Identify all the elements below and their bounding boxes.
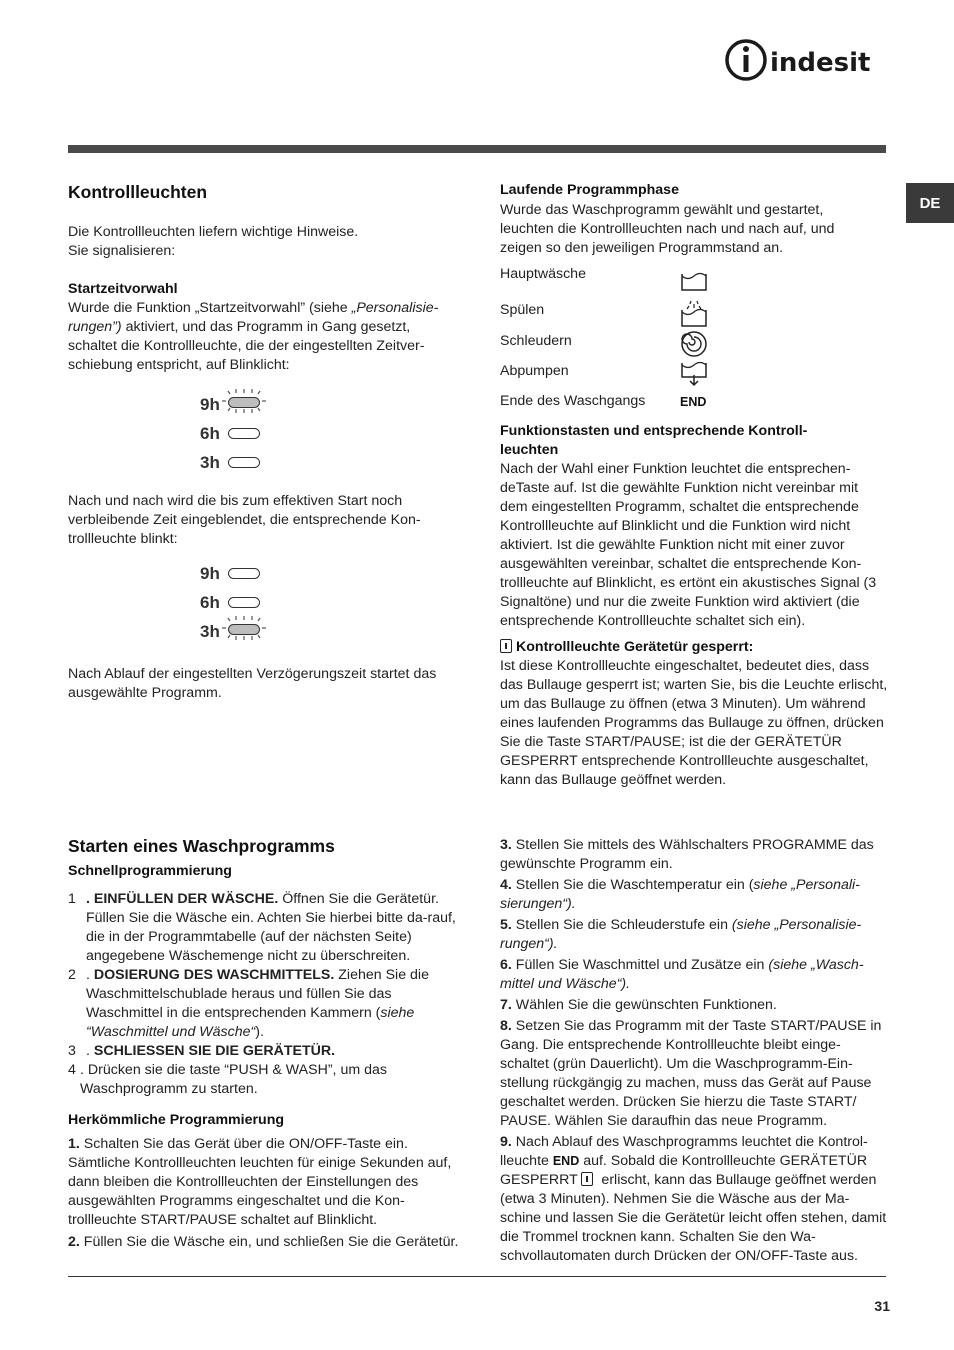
delay-leds-group-2 xyxy=(200,559,260,646)
intro-line-2: Sie signalisieren: xyxy=(68,243,176,259)
step-number: 2 xyxy=(68,967,76,983)
delay-label-9h: 9h xyxy=(200,395,220,414)
conv-steps-continued xyxy=(500,836,888,1266)
phase-label-schleudern: Schleudern xyxy=(500,333,572,349)
phase-label-abpumpen: Abpumpen xyxy=(500,363,569,379)
delay-label-3h: 3h xyxy=(200,622,220,641)
delay-led-3h xyxy=(228,457,260,468)
conv-step-8: 8. Setzen Sie das Programm mit der Taste START/PAUSE in Gang. Die entsprechende Kontrollleuchte bleibt einge-schaltet (grün Dauerlicht). Um die Waschprogramm-Ein-stellung rückgängig zu machen, muss das Gerät auf Pause geschaltet werden. Drücken Sie hierzu die Taste START/ PAUSE. Wählen Sie daraufhin das neue Programm. xyxy=(500,1018,882,1129)
language-tab: DE xyxy=(906,183,954,223)
conv-step-5: 5. Stellen Sie die Schleuderstufe ein (siehe „Personalisie-rungen“). xyxy=(500,917,862,952)
delay-row-9h xyxy=(200,559,260,588)
quick-step-4 xyxy=(68,1061,460,1099)
door-lock-icon xyxy=(500,639,512,653)
function-keys-heading: Funktionstasten und entsprechende Kontroll-leuchten xyxy=(500,423,808,458)
conv-step-3: 3. Stellen Sie mittels des Wählschalters PROGRAMME das gewünschte Programm ein. xyxy=(500,837,874,872)
delay-led-6h xyxy=(228,428,260,439)
delay-end-paragraph: Nach Ablauf der eingestellten Verzögerungszeit startet das ausgewählte Programm. xyxy=(68,666,437,701)
phase-label-spuelen: Spülen xyxy=(500,302,545,318)
blink-rays-icon xyxy=(222,389,266,413)
delay-row-3h xyxy=(200,448,260,477)
blink-rays-icon xyxy=(222,616,266,640)
phase-paragraph: Wurde das Waschprogramm gewählt und gestartet, leuchten die Kontrollleuchten nach und nach auf, und zeigen so den jeweiligen Programmstand an. xyxy=(500,202,835,256)
phase-heading: Laufende Programmphase xyxy=(500,182,679,198)
delay-label-6h: 6h xyxy=(200,424,220,443)
section-title-kontrollleuchten: Kontrollleuchten xyxy=(68,182,208,202)
page-number: 31 xyxy=(874,1298,890,1314)
brand-name: indesit xyxy=(770,48,871,78)
delay-row-6h xyxy=(200,419,260,448)
conv-step-1: 1. Schalten Sie das Gerät über die ON/OFF-Taste ein. Sämtliche Kontrollleuchten leuchten für einige Sekunden auf, dann bleiben die Kontrollleuchten der Einstellungen des ausgewählten Programms eingeschaltet und die Kon-trollleuchte START/PAUSE schaltet auf Blinklicht. xyxy=(68,1136,452,1228)
header-rule xyxy=(68,145,886,153)
delay-leds-group-1 xyxy=(200,390,260,477)
end-indicator-label: END xyxy=(680,395,707,409)
function-keys-paragraph: Nach der Wahl einer Funktion leuchtet die entsprechen-deTaste auf. Ist die gewählte Funktion nicht vereinbar mit dem eingestellten Programm, schaltet die entsprechende Kontrollleuchte auf Blinklicht und die Funktion wird nicht aktiviert. Ist die gewählte Funktion nicht mit einer zuvor ausgewählten vereinbar, schaltet die entsprechende Kon-trollleuchte auf Blinklicht, es ertönt ein akustisches Signal (3 Signaltöne) und nur die zweite Funktion wird aktiviert (die entsprechende Kontrollleuchte schaltet sich ein). xyxy=(500,461,877,629)
door-lock-heading: Kontrollleuchte Gerätetür gesperrt: xyxy=(500,638,888,657)
delay-led-6h xyxy=(228,597,260,608)
drain-icon xyxy=(680,361,710,387)
step-number: 1 xyxy=(68,891,76,907)
quick-step-2 xyxy=(68,966,460,1042)
delay-row-3h xyxy=(200,617,260,646)
step-number: 4 xyxy=(68,1062,76,1078)
conventional-programming-heading: Herkömmliche Programmierung xyxy=(68,1112,285,1128)
delay-label-9h: 9h xyxy=(200,564,220,583)
section-title-starten: Starten eines Waschprogramms xyxy=(68,836,335,856)
quick-step-3 xyxy=(68,1042,460,1061)
intro-line-1: Die Kontrollleuchten liefern wichtige Hinweise. xyxy=(68,224,359,240)
conv-step-9: 9. Nach Ablauf des Waschprogramms leuchtet die Kontrol-lleuchte END auf. Sobald die Kontrollleuchte GERÄTETÜR GESPERRT erlischt, kann das Bullauge geöffnet werden (etwa 3 Minuten). Nehmen Sie die Wäsche aus der Ma-schine und lassen Sie die Gerätetür leicht offen stehen, damit die Trommel trocknen kann. Schalten Sie den Wa-schvollautomaten durch Drücken der ON/OFF-Taste aus. xyxy=(500,1134,887,1264)
footer-rule xyxy=(68,1276,886,1277)
quick-programming-heading: Schnellprogrammierung xyxy=(68,863,232,879)
door-lock-icon xyxy=(581,1172,593,1186)
step-text: . DOSIERUNG DES WASCHMITTELS. Ziehen Sie die Waschmittelschublade heraus und füllen Sie das Waschmittel in die entsprechenden Kammern (siehe “Waschmittel und Wäsche“). xyxy=(86,967,429,1040)
phase-label-ende: Ende des Waschgangs xyxy=(500,393,646,409)
main-wash-icon xyxy=(680,270,710,292)
delay-led-9h xyxy=(228,568,260,579)
delay-row-9h xyxy=(200,390,260,419)
rinse-icon xyxy=(680,298,710,328)
delay-label-6h: 6h xyxy=(200,593,220,612)
step-number: 3 xyxy=(68,1043,76,1059)
conv-step-4: 4. Stellen Sie die Waschtemperatur ein (siehe „Personali-sierungen“). xyxy=(500,877,860,912)
step-text: . SCHLIESSEN SIE DIE GERÄTETÜR. xyxy=(86,1043,336,1059)
quick-step-1 xyxy=(68,890,460,966)
step-text: . EINFÜLLEN DER WÄSCHE. Öffnen Sie die Gerätetür. Füllen Sie die Wäsche ein. Achten Sie hierbei bitte da-rauf, die in der Programmtabelle (auf der nächsten Seite) angegebene Wäschemenge nicht zu überschreiten. xyxy=(86,891,456,964)
conv-step-2: 2. Füllen Sie die Wäsche ein, und schließen Sie die Gerätetür. xyxy=(68,1234,459,1250)
door-lock-paragraph: Ist diese Kontrollleuchte eingeschaltet, bedeutet dies, dass das Bullauge gesperrt ist; warten Sie, bis die Leuchte erlischt, um das Bullauge zu öffnen (etwa 3 Minuten). Um während eines laufenden Programms das Bullauge zu öffnen, drücken Sie die Taste START/PAUSE; ist die der GERÄTETÜR GESPERRT entsprechende Kontrollleuchte ausgeschaltet, kann das Bullauge geöffnet werden. xyxy=(500,658,888,788)
countdown-paragraph: Nach und nach wird die bis zum effektiven Start noch verbleibende Zeit eingeblendet, die entsprechende Kon-trollleuchte blinkt: xyxy=(68,493,421,547)
conv-step-6: 6. Füllen Sie Waschmittel und Zusätze ein (siehe „Wasch-mittel und Wäsche“). xyxy=(500,957,864,992)
startzeit-heading: Startzeitvorwahl xyxy=(68,281,178,297)
delay-row-6h xyxy=(200,588,260,617)
step-text: . Drücken sie die taste “PUSH & WASH”, um das Waschprogramm zu starten. xyxy=(80,1062,387,1097)
quick-steps-list xyxy=(68,890,460,1099)
spin-icon xyxy=(680,331,710,357)
phase-label-hauptwaesche: Hauptwäsche xyxy=(500,266,586,282)
indesit-logo xyxy=(724,38,888,82)
startzeit-paragraph: Wurde die Funktion „Startzeitvorwahl” (siehe „Personalisie-rungen”) aktiviert, und das Programm in Gang gesetzt, schaltet die Kontrollleuchte, die der eingestellten Zeitver-schiebung entspricht, auf Blinklicht: xyxy=(68,300,439,373)
delay-label-3h: 3h xyxy=(200,453,220,472)
conv-step-7: 7. Wählen Sie die gewünschten Funktionen. xyxy=(500,997,777,1013)
